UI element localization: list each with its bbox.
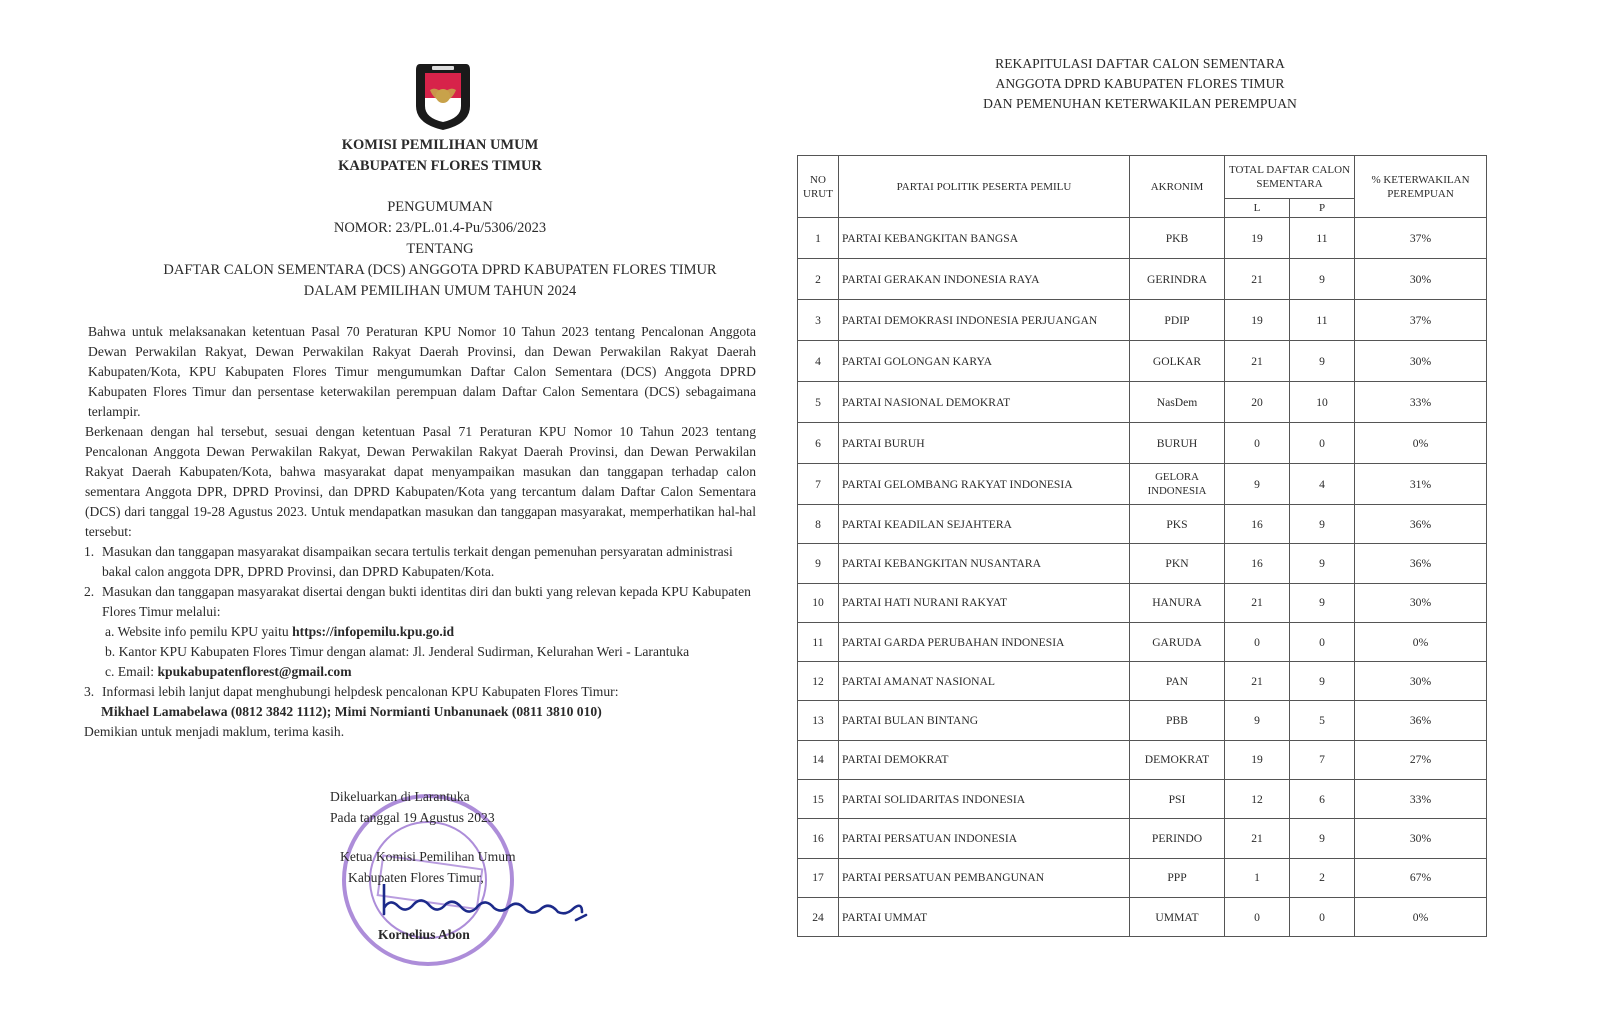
- dcs-recap-table: [797, 155, 1487, 937]
- cell-no: 13: [798, 701, 839, 740]
- header-pct-line1: % KETERWAKILAN: [1371, 173, 1470, 186]
- cell-no: 6: [798, 423, 839, 464]
- cell-pct: 67%: [1355, 858, 1487, 897]
- cell-l: 16: [1225, 544, 1290, 583]
- header-total-line1: TOTAL DAFTAR CALON: [1228, 164, 1351, 176]
- cell-no: 24: [798, 897, 839, 936]
- table-row: [798, 259, 1487, 300]
- cell-no: 8: [798, 505, 839, 544]
- cell-l: 0: [1225, 897, 1290, 936]
- issued-place: Dikeluarkan di Larantuka: [330, 789, 470, 804]
- cell-p: 4: [1290, 464, 1355, 505]
- table-row: [798, 780, 1487, 819]
- recap-title-line2: ANGGOTA DPRD KABUPATEN FLORES TIMUR: [995, 76, 1285, 91]
- org-name-line1: KOMISI PEMILIHAN UMUM: [341, 137, 539, 153]
- recap-title: [960, 54, 1320, 114]
- header-total-dcs: [1225, 156, 1355, 199]
- table-row: [798, 622, 1487, 661]
- cell-p: 2: [1290, 858, 1355, 897]
- list-item: [84, 582, 756, 622]
- closing-text: Demikian untuk menjadi maklum, terima kasih.: [84, 724, 345, 739]
- doc-subject-line2: DALAM PEMILIHAN UMUM TAHUN 2024: [303, 283, 577, 299]
- cell-pct: 0%: [1355, 622, 1487, 661]
- table-row: [798, 382, 1487, 423]
- cell-pct: 36%: [1355, 701, 1487, 740]
- signer-title-1: Ketua Komisi Pemilihan Umum: [340, 849, 516, 864]
- recap-title-line1: REKAPITULASI DAFTAR CALON SEMENTARA: [995, 56, 1285, 71]
- cell-party: PARTAI BURUH: [839, 423, 1130, 464]
- cell-l: 19: [1225, 218, 1290, 259]
- table-row: [798, 300, 1487, 341]
- cell-pct: 31%: [1355, 464, 1487, 505]
- header-no-line1: NO: [810, 173, 826, 186]
- header-acronym: AKRONIM: [1130, 156, 1225, 218]
- cell-p: 9: [1290, 544, 1355, 583]
- cell-acronym: PKN: [1130, 544, 1225, 583]
- cell-p: 9: [1290, 819, 1355, 858]
- cell-pct: 27%: [1355, 740, 1487, 779]
- table-row: [798, 819, 1487, 858]
- recap-title-line3: DAN PEMENUHAN KETERWAKILAN PEREMPUAN: [983, 96, 1297, 111]
- list-item-text: Masukan dan tanggapan masyarakat disampaikan secara tertulis terkait dengan pemenuhan persyaratan administrasi bakal calon anggota DPR, DPRD Provinsi, dan DPRD Kabupaten/Kota.: [102, 544, 733, 579]
- cell-l: 21: [1225, 259, 1290, 300]
- cell-l: 21: [1225, 662, 1290, 701]
- cell-acronym: PDIP: [1130, 300, 1225, 341]
- header-no-urut: [798, 156, 839, 218]
- table-body: [798, 218, 1487, 937]
- cell-pct: 0%: [1355, 897, 1487, 936]
- cell-acronym: PAN: [1130, 662, 1225, 701]
- cell-l: 21: [1225, 583, 1290, 622]
- cell-acronym: UMMAT: [1130, 897, 1225, 936]
- list-item: [84, 542, 756, 582]
- cell-p: 7: [1290, 740, 1355, 779]
- org-name-line2: KABUPATEN FLORES TIMUR: [338, 158, 542, 174]
- cell-l: 16: [1225, 505, 1290, 544]
- cell-p: 9: [1290, 505, 1355, 544]
- cell-party: PARTAI GELOMBANG RAKYAT INDONESIA: [839, 464, 1130, 505]
- doc-subject-line1: DAFTAR CALON SEMENTARA (DCS) ANGGOTA DPRD KABUPATEN FLORES TIMUR: [163, 262, 717, 278]
- cell-pct: 37%: [1355, 300, 1487, 341]
- list-item-number: 3.: [84, 684, 95, 699]
- cell-l: 20: [1225, 382, 1290, 423]
- sub-item-website: [88, 622, 756, 642]
- cell-p: 9: [1290, 662, 1355, 701]
- table-row: [798, 341, 1487, 382]
- cell-party: PARTAI AMANAT NASIONAL: [839, 662, 1130, 701]
- cell-acronym: GERINDRA: [1130, 259, 1225, 300]
- email-link[interactable]: kpukabupatenflorest@gmail.com: [157, 664, 352, 679]
- signature-block: [330, 786, 590, 888]
- cell-pct: 36%: [1355, 544, 1487, 583]
- cell-acronym: PERINDO: [1130, 819, 1225, 858]
- cell-no: 17: [798, 858, 839, 897]
- header-pct-women: [1355, 156, 1487, 218]
- cell-party: PARTAI GARDA PERUBAHAN INDONESIA: [839, 622, 1130, 661]
- cell-acronym: NasDem: [1130, 382, 1225, 423]
- cell-no: 5: [798, 382, 839, 423]
- cell-p: 11: [1290, 218, 1355, 259]
- cell-p: 9: [1290, 341, 1355, 382]
- cell-l: 0: [1225, 622, 1290, 661]
- cell-party: PARTAI UMMAT: [839, 897, 1130, 936]
- list-item-number: 1.: [84, 544, 95, 559]
- cell-party: PARTAI KEBANGKITAN NUSANTARA: [839, 544, 1130, 583]
- cell-l: 19: [1225, 300, 1290, 341]
- cell-party: PARTAI PERSATUAN PEMBANGUNAN: [839, 858, 1130, 897]
- cell-no: 7: [798, 464, 839, 505]
- cell-party: PARTAI BULAN BINTANG: [839, 701, 1130, 740]
- cell-party: PARTAI KEBANGKITAN BANGSA: [839, 218, 1130, 259]
- cell-party: PARTAI SOLIDARITAS INDONESIA: [839, 780, 1130, 819]
- cell-party: PARTAI KEADILAN SEJAHTERA: [839, 505, 1130, 544]
- table-row: [798, 858, 1487, 897]
- table-row: [798, 544, 1487, 583]
- table-row: [798, 505, 1487, 544]
- doc-type: PENGUMUMAN: [387, 199, 493, 215]
- cell-l: 9: [1225, 701, 1290, 740]
- list-item-number: 2.: [84, 584, 95, 599]
- cell-acronym: DEMOKRAT: [1130, 740, 1225, 779]
- table-row: [798, 583, 1487, 622]
- cell-no: 10: [798, 583, 839, 622]
- cell-no: 15: [798, 780, 839, 819]
- cell-party: PARTAI HATI NURANI RAKYAT: [839, 583, 1130, 622]
- cell-pct: 30%: [1355, 259, 1487, 300]
- doc-about: TENTANG: [406, 241, 474, 257]
- cell-pct: 0%: [1355, 423, 1487, 464]
- header-l: L: [1225, 199, 1290, 218]
- cell-party: PARTAI GERAKAN INDONESIA RAYA: [839, 259, 1130, 300]
- signer-name: Kornelius Abon: [378, 927, 470, 942]
- cell-acronym: GOLKAR: [1130, 341, 1225, 382]
- cell-no: 9: [798, 544, 839, 583]
- sub-item-label: a. Website info pemilu KPU yaitu: [105, 624, 293, 639]
- header-total-line2: SEMENTARA: [1256, 178, 1323, 190]
- cell-pct: 30%: [1355, 819, 1487, 858]
- cell-pct: 33%: [1355, 780, 1487, 819]
- table-row: [798, 423, 1487, 464]
- cell-acronym: BURUH: [1130, 423, 1225, 464]
- cell-l: 9: [1225, 464, 1290, 505]
- cell-no: 2: [798, 259, 839, 300]
- cell-no: 11: [798, 622, 839, 661]
- recap-page: [790, 0, 1600, 1030]
- table-row: [798, 662, 1487, 701]
- table-row: [798, 464, 1487, 505]
- cell-no: 4: [798, 341, 839, 382]
- header-no-line2: URUT: [803, 187, 833, 200]
- cell-no: 16: [798, 819, 839, 858]
- cell-pct: 30%: [1355, 583, 1487, 622]
- cell-pct: 36%: [1355, 505, 1487, 544]
- announcement-body: [84, 322, 756, 742]
- cell-acronym: HANURA: [1130, 583, 1225, 622]
- cell-p: 11: [1290, 300, 1355, 341]
- cell-acronym: PBB: [1130, 701, 1225, 740]
- paragraph-2: Berkenaan dengan hal tersebut, sesuai dengan ketentuan Pasal 71 Peraturan KPU Nomor 10 Tahun 2023 tentang Pencalonan Anggota Dewan Perwakilan Rakyat, Dewan Perwakilan Rakyat Daerah Provinsi, dan Dewan Perwakilan Rakyat Daerah Kabupaten/Kota, bahwa masyarakat dapat menyampaikan masukan dan tanggapan terhadap calon sementara Anggota DPR, DPRD Provinsi, dan DPRD Kabupaten/Kota yang tercantum dalam Daftar Calon Sementara (DCS) dari tanggal 19-28 Agustus 2023. Untuk mendapatkan masukan dan tanggapan masyarakat, memperhatikan hal-hal tersebut:: [85, 424, 756, 539]
- cell-party: PARTAI DEMOKRAT: [839, 740, 1130, 779]
- cell-acronym: GARUDA: [1130, 622, 1225, 661]
- cell-l: 12: [1225, 780, 1290, 819]
- doc-number: NOMOR: 23/PL.01.4-Pu/5306/2023: [333, 220, 547, 236]
- cell-no: 12: [798, 662, 839, 701]
- header-p: P: [1290, 199, 1355, 218]
- cell-p: 0: [1290, 423, 1355, 464]
- cell-no: 1: [798, 218, 839, 259]
- cell-p: 0: [1290, 897, 1355, 936]
- cell-acronym: GELORA INDONESIA: [1130, 464, 1225, 505]
- cell-party: PARTAI GOLONGAN KARYA: [839, 341, 1130, 382]
- cell-p: 0: [1290, 622, 1355, 661]
- cell-pct: 37%: [1355, 218, 1487, 259]
- website-link[interactable]: https://infopemilu.kpu.go.id: [292, 624, 455, 639]
- issued-date: Pada tanggal 19 Agustus 2023: [330, 810, 495, 825]
- cell-l: 0: [1225, 423, 1290, 464]
- table-row: [798, 701, 1487, 740]
- cell-party: PARTAI DEMOKRASI INDONESIA PERJUANGAN: [839, 300, 1130, 341]
- table-row: [798, 897, 1487, 936]
- cell-no: 3: [798, 300, 839, 341]
- cell-pct: 33%: [1355, 382, 1487, 423]
- handwritten-signature-icon: [376, 884, 591, 924]
- header-pct-line2: PEREMPUAN: [1387, 187, 1454, 200]
- cell-no: 14: [798, 740, 839, 779]
- table-row: [798, 218, 1487, 259]
- cell-l: 19: [1225, 740, 1290, 779]
- table-row: [798, 740, 1487, 779]
- cell-acronym: PKB: [1130, 218, 1225, 259]
- cell-acronym: PKS: [1130, 505, 1225, 544]
- paragraph-1: Bahwa untuk melaksanakan ketentuan Pasal 70 Peraturan KPU Nomor 10 Tahun 2023 tentang Pencalonan Anggota Dewan Perwakilan Rakyat, Dewan Perwakilan Rakyat Daerah Provinsi, dan Dewan Perwakilan Rakyat Daerah Kabupaten/Kota, KPU Kabupaten Flores Timur mengumumkan Daftar Calon Sementara (DCS) Anggota DPRD Kabupaten Flores Timur dan persentase keterwakilan perempuan dalam Daftar Calon Sementara (DCS) sebagaimana terlampir.: [88, 324, 756, 419]
- cell-pct: 30%: [1355, 341, 1487, 382]
- announcement-page: [0, 0, 780, 1030]
- list-item-text: Masukan dan tanggapan masyarakat disertai dengan bukti identitas diri dan bukti yang relevan kepada KPU Kabupaten Flores Timur melalui:: [102, 584, 751, 619]
- header-party: PARTAI POLITIK PESERTA PEMILU: [839, 156, 1130, 218]
- list-item-text: Informasi lebih lanjut dapat menghubungi helpdesk pencalonan KPU Kabupaten Flores Timur:: [102, 684, 619, 699]
- signer-title-2: Kabupaten Flores Timur,: [348, 870, 484, 885]
- cell-p: 9: [1290, 259, 1355, 300]
- cell-party: PARTAI PERSATUAN INDONESIA: [839, 819, 1130, 858]
- kpu-logo-icon: [412, 60, 474, 132]
- cell-p: 6: [1290, 780, 1355, 819]
- cell-l: 21: [1225, 819, 1290, 858]
- cell-party: PARTAI NASIONAL DEMOKRAT: [839, 382, 1130, 423]
- table-header-row: [798, 156, 1487, 199]
- cell-acronym: PSI: [1130, 780, 1225, 819]
- cell-p: 5: [1290, 701, 1355, 740]
- cell-l: 21: [1225, 341, 1290, 382]
- list-item: [84, 682, 756, 702]
- cell-acronym: PPP: [1130, 858, 1225, 897]
- sub-item-office: b. Kantor KPU Kabupaten Flores Timur dengan alamat: Jl. Jenderal Sudirman, Kelurahan Weri - Larantuka: [105, 644, 690, 659]
- cell-p: 10: [1290, 382, 1355, 423]
- cell-p: 9: [1290, 583, 1355, 622]
- helpdesk-contacts: Mikhael Lamabelawa (0812 3842 1112); Mimi Normianti Unbanunaek (0811 3810 010): [101, 704, 602, 719]
- cell-l: 1: [1225, 858, 1290, 897]
- cell-pct: 30%: [1355, 662, 1487, 701]
- sub-item-email: [88, 662, 756, 682]
- sub-item-label: c. Email:: [105, 664, 158, 679]
